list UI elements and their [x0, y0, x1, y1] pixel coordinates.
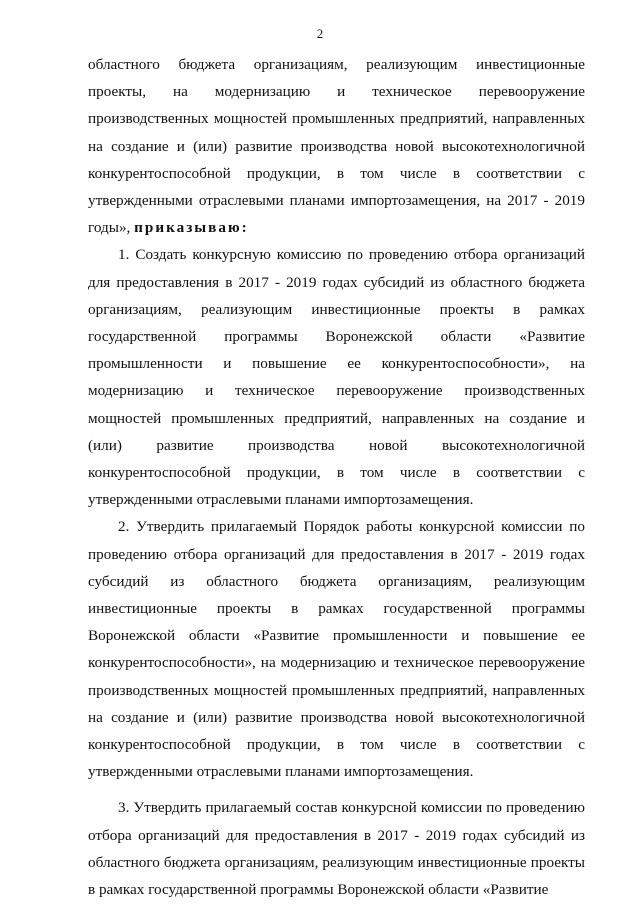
document-body [88, 51, 585, 903]
paragraph-item-2: 2. Утвердить прилагаемый Порядок работы конкурсной комиссии по проведению отбора организаций для предоставления в 2017 - 2019 годах субсидий из областного бюджета организациям, реализующим инвестиционные проекты в рамках государственной программы Воронежской области «Развитие промышленности и повышение ее конкурентоспособности», на модернизацию и техническое перевооружение производственных мощностей промышленных предприятий, направленных на создание и (или) развитие производства новой высокотехнологичной конкурентоспособной продукции, в том числе в соответствии с утвержденными отраслевыми планами импортозамещения. [88, 518, 585, 781]
order-keyword: приказываю: [134, 219, 249, 237]
paragraph-item-1: 1. Создать конкурсную комиссию по проведению отбора организаций для предоставления в 2017 - 2019 годах субсидий из областного бюджета организациям, реализующим инвестиционные проекты в рамках государственной программы Воронежской области «Развитие промышленности и повышение ее конкурентоспособности», на модернизацию и техническое перевооружение производственных мощностей промышленных предприятий, направленных на создание и (или) развитие производства новой высокотехнологичной конкурентоспособной продукции, в том числе в соответствии с утвержденными отраслевыми планами импортозамещения. [88, 246, 585, 509]
page-number: 2 [316, 26, 324, 41]
paragraph-continuation-text: областного бюджета организациям, реализующим инвестиционные проекты, на модернизацию и техническое перевооружение производственных мощностей промышленных предприятий, направленных на создание и (или) развитие производства новой высокотехнологичной конкурентоспособной продукции, в том числе в соответствии с утвержденными отраслевыми планами импортозамещения, на 2017 - 2019 годы», [88, 56, 585, 237]
paragraph-continuation [88, 51, 585, 241]
paragraph-item-3: 3. Утвердить прилагаемый состав конкурсной комиссии по проведению отбора организаций для предоставления в 2017 - 2019 годах субсидий из областного бюджета организациям, реализующим инвестиционные проекты в рамках государственной программы Воронежской области «Развитие [88, 799, 585, 899]
